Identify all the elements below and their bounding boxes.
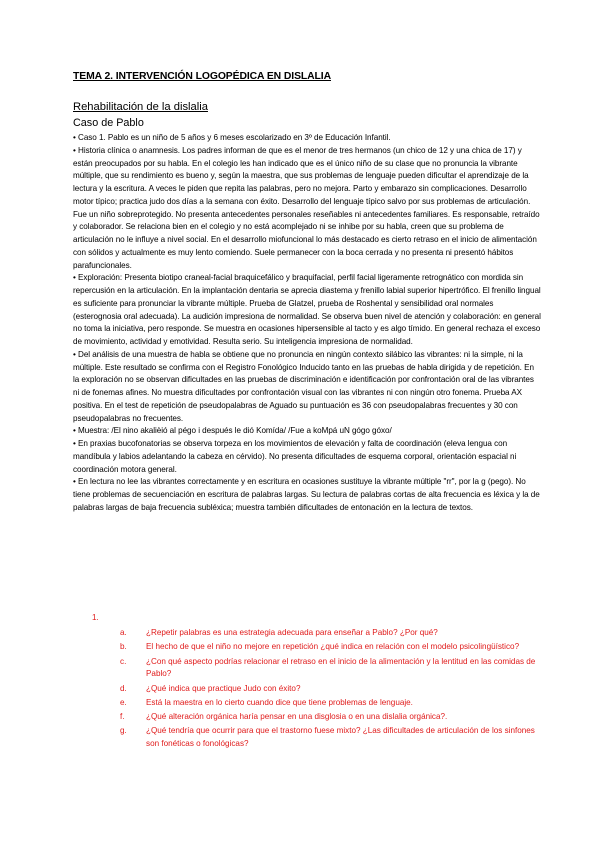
question-text: ¿Qué indica que practique Judo con éxito?	[146, 683, 301, 693]
paragraph-case: • Caso 1. Pablo es un niño de 5 años y 6 meses escolarizado en 3º de Educación Infantil.	[73, 133, 391, 142]
document-title: TEMA 2. INTERVENCIÓN LOGOPÉDICA EN DISLALIA	[73, 71, 331, 82]
question-item	[120, 711, 540, 724]
question-letter: c.	[120, 656, 127, 666]
paragraph-reading: • En lectura no lee las vibrantes correctamente y en escritura en ocasiones sustituye la vibrante múltiple "rr", por la g (pego). No tiene problemas de secuenciación en escritura de palabras largas. Su lectura de palabras cortas de alta frecuencia es léxica y la de palabras largas de baja frecuencia subléxica; muestra también dificultades de entonación en la lectura de textos.	[73, 477, 540, 512]
question-text: ¿Con qué aspecto podrías relacionar el retraso en el inicio de la alimentación y la lentitud en las comidas de Pablo?	[146, 656, 536, 679]
question-text: ¿Qué tendría que ocurrir para que el trastorno fuese mixto? ¿Las dificultades de articulación de los sinfones son fonéticas o fonológicas?	[146, 726, 535, 748]
question-text: ¿Repetir palabras es una estrategia adecuada para enseñar a Pablo? ¿Por qué?	[146, 628, 438, 637]
section-heading: Rehabilitación de la dislalia	[73, 101, 208, 113]
question-letter: f.	[120, 712, 125, 721]
question-item	[120, 641, 540, 654]
question-text: Está la maestra en lo cierto cuando dice que tiene problemas de lenguaje.	[146, 697, 413, 707]
question-list	[120, 627, 540, 752]
question-letter: b.	[120, 642, 127, 652]
question-number: 1.	[92, 613, 99, 622]
question-letter: g.	[120, 726, 127, 736]
question-item	[120, 725, 540, 751]
question-item	[120, 627, 540, 640]
paragraph-exploration: • Exploración: Presenta biotipo craneal-facial braquicefálico y braquifacial, perfil facial ligeramente retrognático con mordida sin repercusión en la articulación. En la implantación dentaria se aprecia diastema y frenillo labial superior hipertrófico. El frenillo lingual es suficiente para pronunciar la vibrante múltiple. Prueba de Glatzel, prueba de Roshental y sensibilidad oral normales (esterognosia oral adecuada). La audición impresiona de normalidad. Se observa buen nivel de atención y colaboración: en general no toma la iniciativa, pero responde. Se muestra en ocasiones hipersensible al tacto y es algo tímido. En general rechaza el exceso de movimiento, actividad y emotividad. Resulta serio. Su inteligencia impresiona de normalidad.	[73, 273, 541, 346]
question-text: ¿Qué alteración orgánica haría pensar en una disglosia o en una dislalia orgánica?.	[146, 712, 448, 721]
case-description	[73, 132, 541, 515]
question-letter: a.	[120, 628, 127, 637]
question-letter: e.	[120, 697, 127, 707]
question-item	[120, 683, 540, 696]
question-item	[120, 697, 540, 710]
paragraph-praxias: • En praxias bucofonatorias se observa torpeza en los movimientos de elevación y falta de coordinación (eleva lengua con mandíbula y labios adelantando la cabeza en cérvido). No presenta dificultades de esquema corporal, orientación espacial ni coordinación motora general.	[73, 439, 517, 474]
question-letter: d.	[120, 683, 127, 693]
paragraph-history: • Historia clínica o anamnesis. Los padres informan de que es el menor de tres hermanos (un chico de 12 y una chica de 17) y están preocupados por su habla. En el colegio les han indicado que es el único niño de su clase que no pronuncia la vibrante múltiple, que su rendimiento es bueno y, según la maestra, que sus problemas de lenguaje pueden dificultar el aprendizaje de la lectura y la escritura. A veces le piden que repita las palabras, pero no mejora. Parto y embarazo sin complicaciones. Desarrollo motor típico; practica judo dos días a la semana con éxito. Desarrollo del lenguaje típico salvo por sus problemas de articulación. Fue un niño sobreprotegido. No presenta antecedentes personales reseñables ni antecedentes familiares. Es responsable, retraído y colaborador. Se relaciona bien en el colegio y no está acomplejado ni se inhibe por su habla, creen que su problema de articulación no le influye a nivel social. En el desarrollo miofuncional lo más destacado es cierto retraso en el inicio de alimentación con sólidos y actualmente es muy lento comiendo. Suele permanecer con la boca cerrada y no presenta ni presentó hábitos parafuncionales.	[73, 145, 540, 270]
question-item	[120, 656, 540, 682]
paragraph-sample: • Muestra: /El nino akalièió al pégo i después le dió Komída/ /Fue a koMpá uN gógo góxo/	[73, 426, 392, 436]
paragraph-speech-analysis: • Del análisis de una muestra de habla se obtiene que no pronuncia en ningún contexto silábico las vibrantes: ni la simple, ni la múltiple. Este resultado se confirma con el Registro Fonológico Inducido tanto en las pruebas de habla dirigida y de repetición. En la exploración no se observan dificultades en las pruebas de discriminación e identificación por confrontación oral de las vibrantes ni de fonemas afines. No muestra dificultades por confrontación visual con las vibrantes ni con ningún otro fonema. Prueba AX positiva. En el test de repetición de pseudopalabras de Aguado su puntuación es 36 con pseudopalabras frecuentes y 30 con pseudopalabras no frecuentes.	[73, 349, 534, 423]
question-text: El hecho de que el niño no mejore en repetición ¿qué indica en relación con el modelo psicolingüístico?	[146, 642, 520, 652]
subsection-heading: Caso de Pablo	[73, 117, 144, 129]
